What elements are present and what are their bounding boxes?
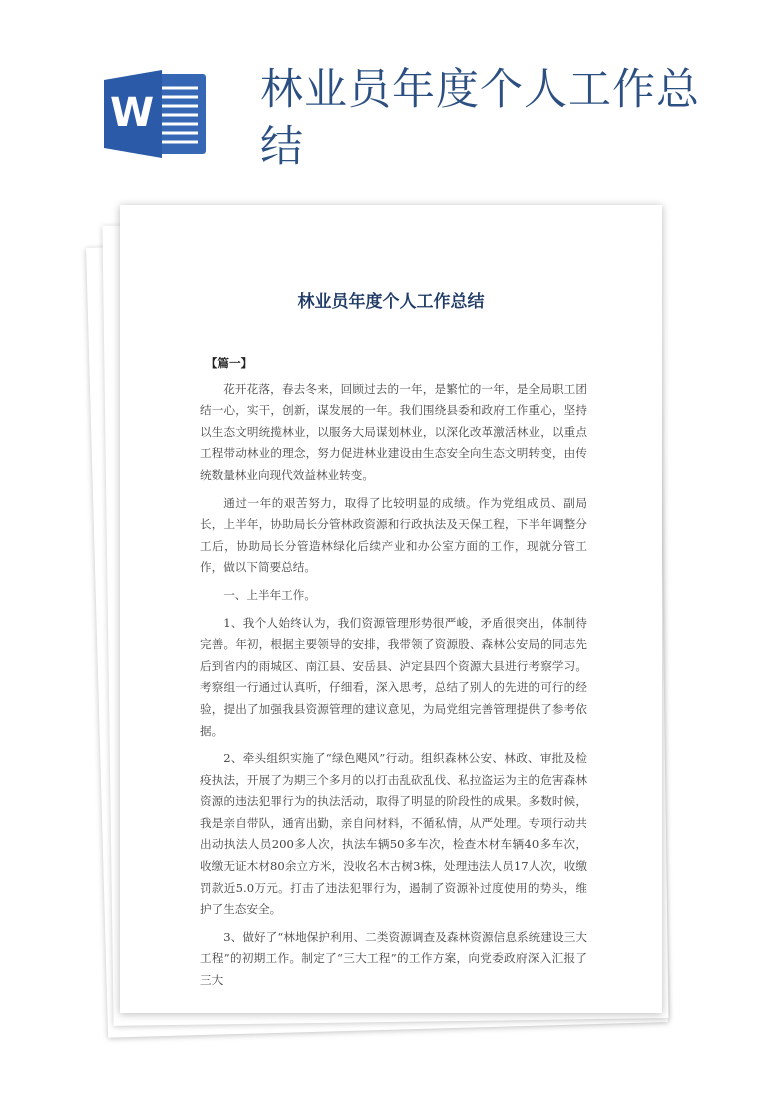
banner-title: 林业员年度个人工作总结 bbox=[260, 65, 700, 172]
paragraph: 2、牵头组织实施了“绿色飓风”行动。组织森林公安、林政、审批及检疫执法，开展了为期三个多月的以打击乱砍乱伐、私拉盗运为主的危害森林资源的违法犯罪行为的执法活动，取得了明显的阶段性的成果。多数时候，我是亲自带队，通宵出勤，亲自问材料，不循私情，从严处理。专项行动共出动执法人员200多人次，执法车辆50多车次，检查木材车辆40多车次，收缴无证木材80余立方米，没收名木古树3株，处理违法人员17人次，收缴罚款近5.0万元。打击了违法犯罪行为，遏制了资源补过度使用的势头，维护了生态安全。 bbox=[200, 751, 587, 917]
document-title: 林业员年度个人工作总结 bbox=[297, 292, 485, 312]
paragraph-heading: 一、上半年工作。 bbox=[223, 587, 316, 602]
paragraph: 通过一年的艰苦努力，取得了比较明显的成绩。作为党组成员、副局长，上半年，协助局长分管林政资源和行政执法及天保工程，下半年调整分工后，协助局长分管造林绿化后续产业和办公室方面的工作，现就分管工作，做以下简要总结。 bbox=[200, 495, 587, 575]
document-page bbox=[120, 205, 662, 1013]
paragraph: 1、我个人始终认为，我们资源管理形势很严峻，矛盾很突出，体制待完善。年初，根据主要领导的安排，我带领了资源股、森林公安局的同志先后到省内的雨城区、南江县、安岳县、泸定县四个资源大县进行考察学习。考察组一行通过认真听，仔细看，深入思考，总结了别人的先进的可行的经验，提出了加强我县资源管理的建议意见，为局党组完善管理提供了参考依据。 bbox=[200, 615, 587, 738]
page-banner bbox=[0, 0, 780, 205]
document-body bbox=[200, 353, 587, 998]
paragraph: 花开花落，春去冬来，回顾过去的一年，是繁忙的一年，是全局职工团结一心，实干，创新，谋发展的一年。我们围绕县委和政府工作重心，坚持以生态文明统揽林业，以服务大局谋划林业，以深化改革激活林业，以重点工程带动林业的理念，努力促进林业建设由生态安全向生态文明转变，由传统数量林业向现代效益林业转变。 bbox=[200, 381, 587, 482]
paragraph: 3、做好了“林地保护利用、二类资源调查及森林资源信息系统建设三大工程”的初期工作。制定了“三大工程”的工作方案，向党委政府深入汇报了三大 bbox=[200, 929, 587, 988]
word-document-icon bbox=[104, 68, 208, 160]
section-tag: 【篇一】 bbox=[205, 356, 253, 370]
word-icon-letter: W bbox=[109, 90, 155, 136]
